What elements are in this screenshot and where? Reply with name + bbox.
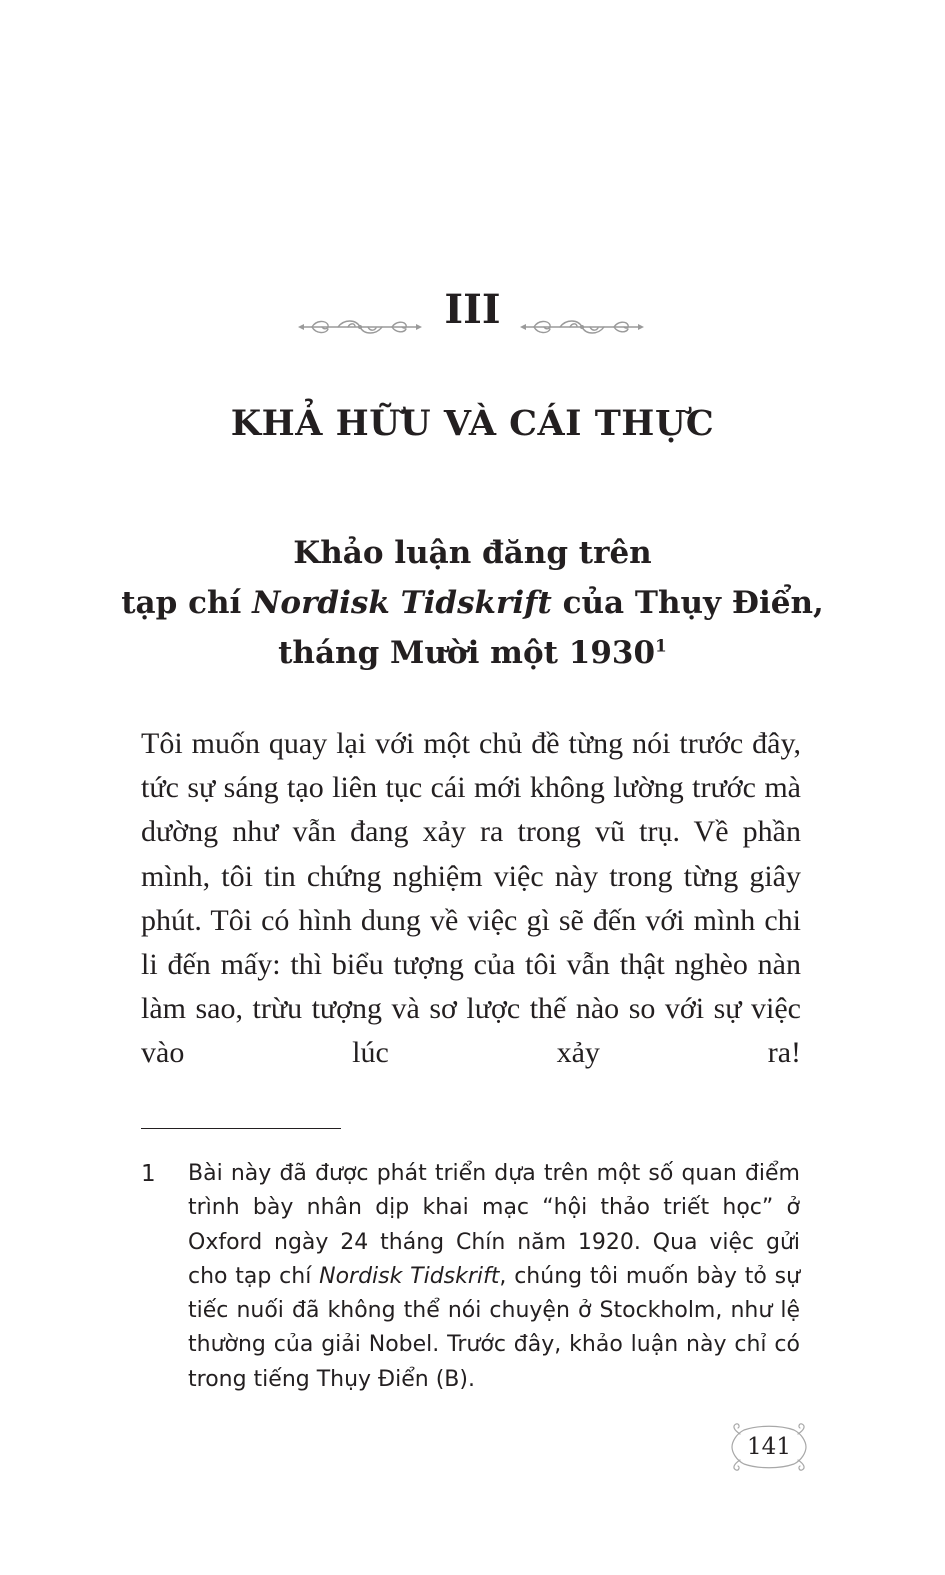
footnote-text-part-2: , chúng tôi muốn bày tỏ sự tiếc nuối đã không thể nói chuyện ở Stockholm, như lệ thường của giải Nobel. Trước đây, khảo luận này chỉ có trong tiếng Thụy Điển (B). (188, 1263, 801, 1392)
subtitle-line-2-prefix: tạp chí (121, 585, 253, 621)
body-paragraph: Tôi muốn quay lại với một chủ đề từng nói trước đây, tức sự sáng tạo liên tục cái mới không lường trước mà dường như vẫn đang xảy ra trong vũ trụ. Về phần mình, tôi tin chứng nghiệm việc này trong từng giây phút. Tôi có hình dung về việc gì sẽ đến với mình chi li đến mấy: thì biểu tượng của tôi vẫn thật nghèo nàn làm sao, trừu tượng và sơ lược thế nào so với sự việc vào lúc xảy ra! (141, 727, 801, 1070)
footnote-reference: 1 (655, 636, 667, 657)
footnote-number: 1 (141, 1161, 156, 1187)
footnote-journal-name: Nordisk Tidskrift (319, 1263, 500, 1289)
subtitle-line-1: Khảo luận đăng trên (293, 535, 652, 571)
footnote-text-part-1: Bài này đã được phát triển dựa trên một số quan điểm trình bày nhân dịp khai mạc “hội thảo triết học” ở Oxford ngày 24 tháng Chín năm 1920. Qua việc gửi cho tạp chí (188, 1161, 800, 1289)
subtitle-line-3 (0, 628, 945, 678)
subtitle-line-2 (0, 578, 945, 628)
chapter-number: III (444, 286, 501, 333)
footnote-divider (141, 1128, 341, 1129)
article-subtitle (0, 528, 945, 678)
page-number: 141 (747, 1434, 791, 1460)
chapter-title: KHẢ HỮU VÀ CÁI THỰC (230, 403, 715, 444)
journal-name: Nordisk Tidskrift (252, 585, 552, 621)
right-flourish-ornament (520, 316, 644, 338)
left-flourish-ornament (298, 316, 422, 338)
subtitle-date: tháng Mười một 1930 (278, 635, 656, 671)
footnote-text (188, 1157, 800, 1397)
subtitle-line-2-suffix: của Thụy Điển, (551, 585, 824, 621)
